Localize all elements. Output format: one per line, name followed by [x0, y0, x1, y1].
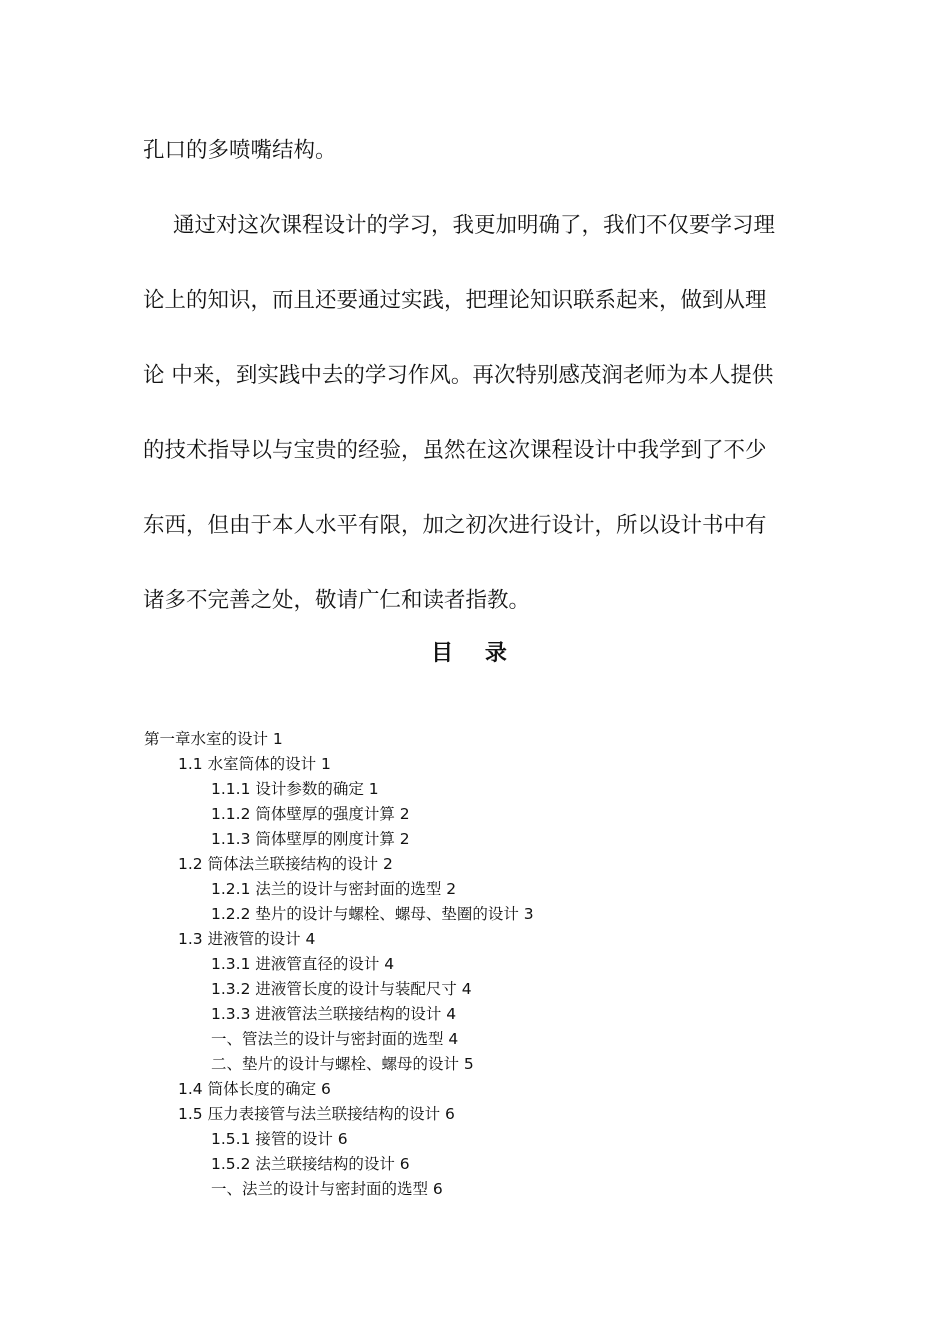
toc-entry[interactable]: 1.5 压力表接管与法兰联接结构的设计 6 — [178, 1105, 455, 1123]
toc-entry[interactable]: 1.2 筒体法兰联接结构的设计 2 — [178, 855, 393, 873]
toc-entry[interactable]: 第一章水室的设计 1 — [144, 730, 283, 748]
toc-entry[interactable]: 1.5.1 接管的设计 6 — [211, 1130, 348, 1148]
body-paragraph — [143, 113, 808, 638]
table-of-contents — [144, 727, 844, 1202]
toc-entry[interactable]: 1.4 筒体长度的确定 6 — [178, 1080, 331, 1098]
toc-entry[interactable]: 1.1.2 筒体壁厚的强度计算 2 — [211, 805, 410, 823]
toc-entry[interactable]: 1.2.1 法兰的设计与密封面的选型 2 — [211, 880, 457, 898]
toc-title: 目 录 — [431, 641, 519, 666]
toc-entry[interactable]: 1.1.3 筒体壁厚的刚度计算 2 — [211, 830, 410, 848]
toc-entry[interactable]: 一、法兰的设计与密封面的选型 6 — [211, 1180, 443, 1198]
toc-entry[interactable]: 1.3.1 进液管直径的设计 4 — [211, 955, 395, 973]
toc-entry[interactable]: 1.5.2 法兰联接结构的设计 6 — [211, 1155, 410, 1173]
paragraph-line: 诸多不完善之处，敬请广仁和读者指教。 — [143, 588, 531, 613]
toc-entry[interactable]: 1.1 水室筒体的设计 1 — [178, 755, 331, 773]
toc-entry[interactable]: 一、管法兰的设计与密封面的选型 4 — [211, 1030, 459, 1048]
toc-entry[interactable]: 1.3.2 进液管长度的设计与装配尺寸 4 — [211, 980, 472, 998]
toc-entry[interactable]: 1.3 进液管的设计 4 — [178, 930, 316, 948]
paragraph-line: 的技术指导以与宝贵的经验，虽然在这次课程设计中我学到了不少 — [143, 438, 767, 463]
toc-entry[interactable]: 1.1.1 设计参数的确定 1 — [211, 780, 379, 798]
paragraph-line: 论上的知识，而且还要通过实践，把理论知识联系起来，做到从理 — [143, 288, 767, 313]
paragraph-line: 东西，但由于本人水平有限，加之初次进行设计，所以设计书中有 — [143, 513, 767, 538]
paragraph-line: 孔口的多喷嘴结构。 — [143, 138, 337, 163]
paragraph-line: 论 中来，到实践中去的学习作风。再次特别感茂润老师为本人提供 — [143, 363, 774, 388]
toc-entry[interactable]: 1.2.2 垫片的设计与螺栓、螺母、垫圈的设计 3 — [211, 905, 534, 923]
paragraph-line: 通过对这次课程设计的学习，我更加明确了，我们不仅要学习理 — [173, 213, 776, 238]
toc-entry[interactable]: 1.3.3 进液管法兰联接结构的设计 4 — [211, 1005, 457, 1023]
toc-entry[interactable]: 二、垫片的设计与螺栓、螺母的设计 5 — [211, 1055, 474, 1073]
